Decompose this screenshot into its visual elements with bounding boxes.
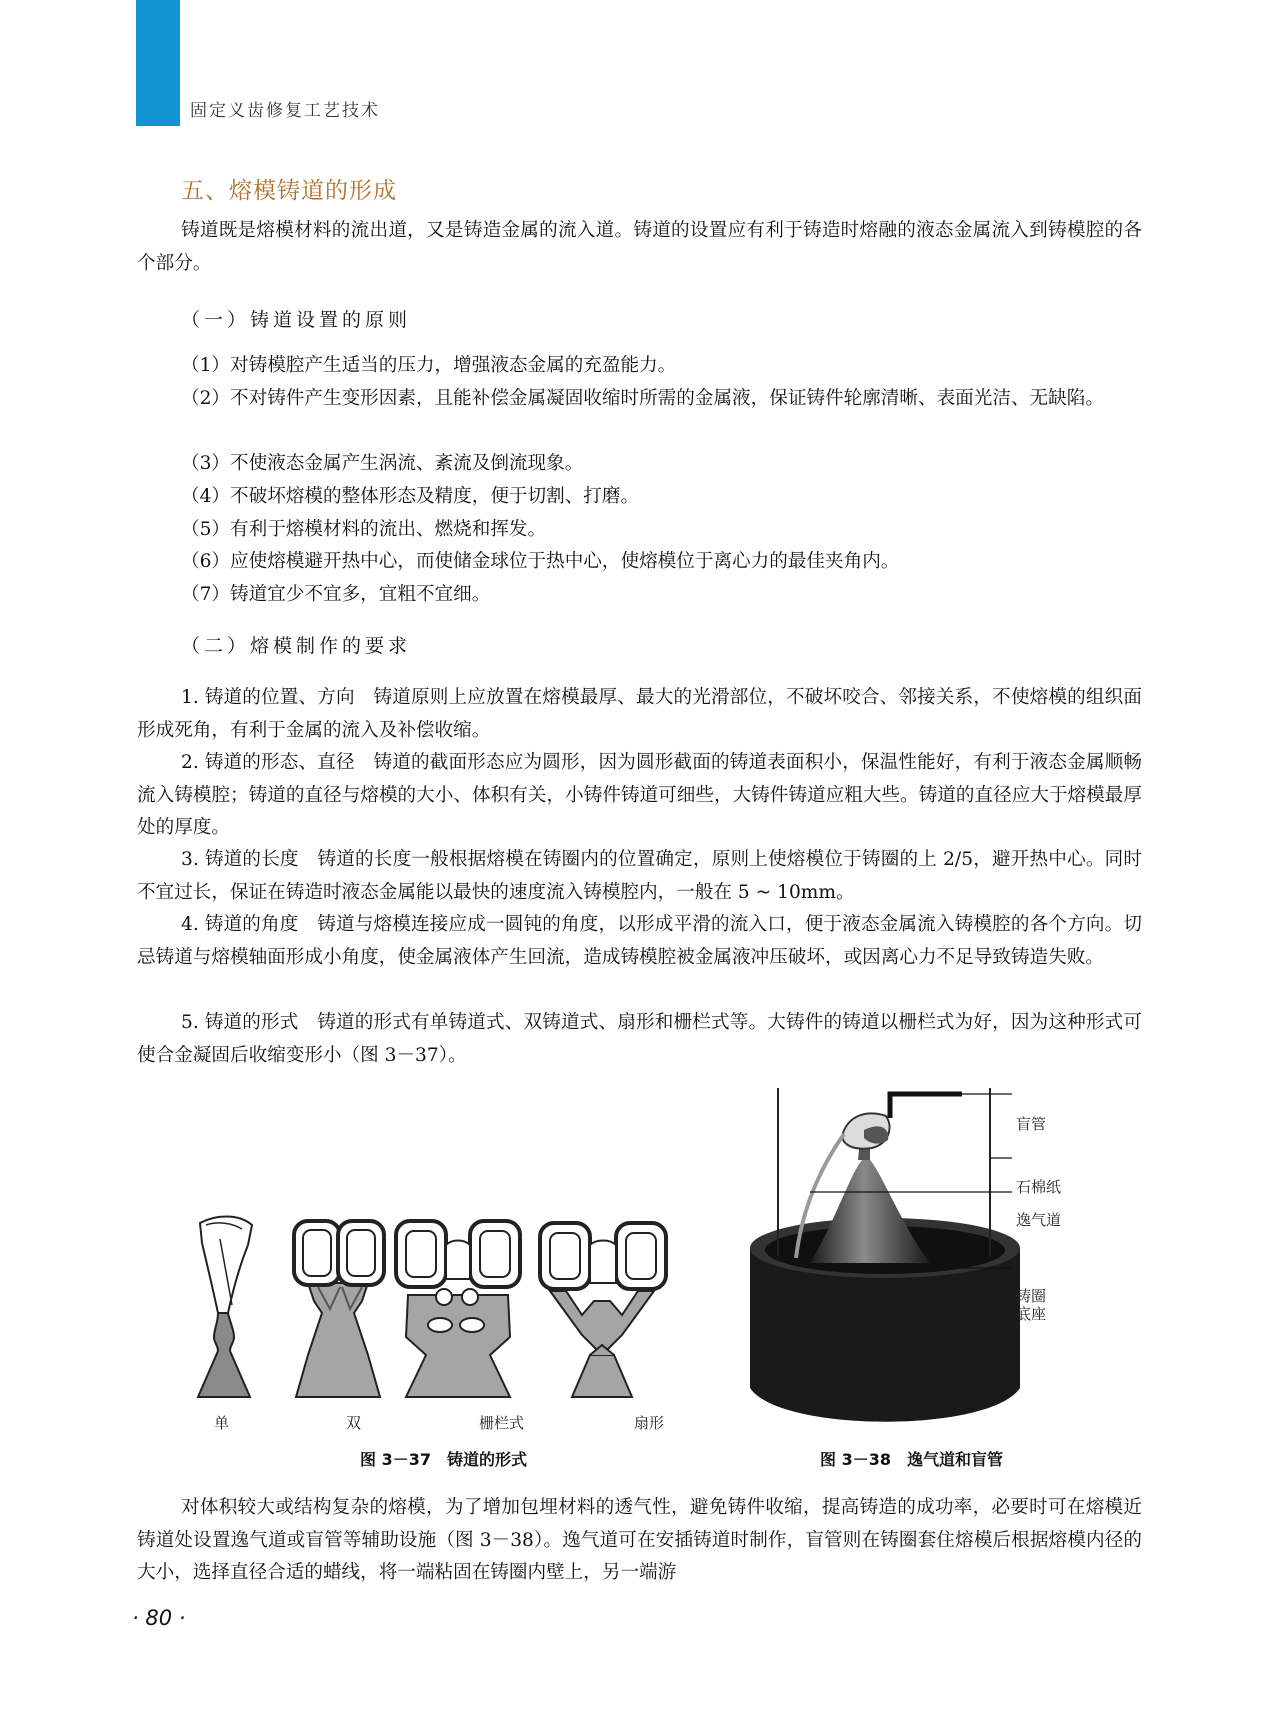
requirement-text: 铸道原则上应放置在熔模最厚、最大的光滑部位，不破坏咬合、邻接关系，不使熔模的组织面形成死角，有利于金属的流入及补偿收缩。: [137, 687, 1142, 741]
sprue-forms-illustration: [190, 1205, 735, 1425]
requirement-term: 1. 铸道的位置、方向: [181, 687, 355, 708]
requirement-text: 铸道的截面形态应为圆形，因为圆形截面的铸道表面积小，保温性能好，有利于液态金属顺畅流入铸模腔；铸道的直径与熔模的大小、体积有关，小铸件铸道可细些，大铸件铸道应粗大些。铸道的直径应大于熔模最厚处的厚度。: [137, 752, 1142, 838]
figure-label: 栅栏式: [479, 1414, 525, 1432]
principle-item: （5）有利于熔模材料的流出、燃烧和挥发。: [181, 519, 547, 540]
vent-tube-photo: [740, 1088, 1080, 1438]
figure-label: 单: [214, 1414, 230, 1432]
requirement-paragraph: [137, 682, 1142, 747]
principle-item: （6）应使熔模避开热中心，而使储金球位于热中心，使熔模位于离心力的最佳夹角内。: [181, 551, 900, 572]
requirement-text: 铸道的形式有单铸道式、双铸道式、扇形和栅栏式等。大铸件的铸道以栅栏式为好，因为这种形式可使合金凝固后收缩变形小（图 3－37）。: [137, 1012, 1142, 1066]
principle-item: （2）不对铸件产生变形因素，且能补偿金属凝固收缩时所需的金属液，保证铸件轮廓清晰、表面光洁、无缺陷。: [181, 388, 1104, 409]
page-number: · 80 ·: [132, 1606, 186, 1630]
principle-item: （1）对铸模腔产生适当的压力，增强液态金属的充盈能力。: [181, 355, 677, 376]
figure-label: 石棉纸: [1016, 1178, 1062, 1196]
requirement-paragraph: [137, 1007, 1142, 1072]
requirement-paragraph: [137, 844, 1142, 909]
requirement-term: 3. 铸道的长度: [181, 849, 299, 870]
requirement-text: 铸道的长度一般根据熔模在铸圈内的位置确定，原则上使熔模位于铸圈的上 2/5，避开热中心。同时不宜过长，保证在铸造时液态金属能以最快的速度流入铸模腔内，一般在 5 ~ 10mm。: [137, 849, 1142, 903]
figure-label: 铸圈: [1016, 1287, 1047, 1305]
figure-label: 逸气道: [1016, 1211, 1062, 1229]
figure-caption: 图 3－38 逸气道和盲管: [820, 1450, 1003, 1469]
figure-label: 底座: [1016, 1305, 1047, 1323]
grid-sprue-drawing: [396, 1221, 520, 1397]
requirement-paragraph: [137, 747, 1142, 845]
requirement-term: 5. 铸道的形式: [181, 1012, 299, 1033]
header-accent-bar: [136, 0, 180, 126]
double-sprue-drawing: [294, 1221, 384, 1397]
figure-label: 扇形: [634, 1414, 665, 1432]
requirement-text: 铸道与熔模连接应成一圆钝的角度，以形成平滑的流入口，便于液态金属流入铸模腔的各个方向。切忌铸道与熔模轴面形成小角度，使金属液体产生回流，造成铸模腔被金属液冲压破坏，或因离心力不足导致铸造失败。: [137, 914, 1142, 968]
requirement-paragraph: [137, 909, 1142, 974]
running-title: 固定义齿修复工艺技术: [190, 101, 380, 121]
figure-caption: 图 3－37 铸道的形式: [360, 1450, 527, 1469]
single-sprue-drawing: [198, 1217, 252, 1398]
principle-item: （3）不使液态金属产生涡流、紊流及倒流现象。: [181, 453, 584, 474]
fan-sprue-drawing: [540, 1223, 666, 1397]
principle-item: （7）铸道宜少不宜多，宜粗不宜细。: [181, 584, 491, 605]
intro-paragraph: 铸道既是熔模材料的流出道，又是铸造金属的流入道。铸道的设置应有利于铸造时熔融的液态金属流入到铸模腔的各个部分。: [137, 220, 1142, 274]
section-title: 五、熔模铸道的形成: [181, 178, 397, 204]
figure-label: 盲管: [1016, 1115, 1047, 1133]
principle-item: （4）不破坏熔模的整体形态及精度，便于切割、打磨。: [181, 486, 640, 507]
requirement-term: 4. 铸道的角度: [181, 914, 299, 935]
requirement-term: 2. 铸道的形态、直径: [181, 752, 355, 773]
closing-paragraph: 对体积较大或结构复杂的熔模，为了增加包埋材料的透气性，避免铸件收缩，提高铸造的成功率，必要时可在熔模近铸道处设置逸气道或盲管等辅助设施（图 3－38）。逸气道可在安插铸道时制作，盲管则在铸圈套住熔模后根据熔模内径的大小，选择直径合适的蜡线，将一端粘固在铸圈内壁上，另一端游: [137, 1497, 1142, 1583]
figure-label: 双: [346, 1414, 362, 1432]
subsection-title-2: （二）熔模制作的要求: [181, 635, 412, 657]
subsection-title-1: （一）铸道设置的原则: [181, 309, 412, 331]
